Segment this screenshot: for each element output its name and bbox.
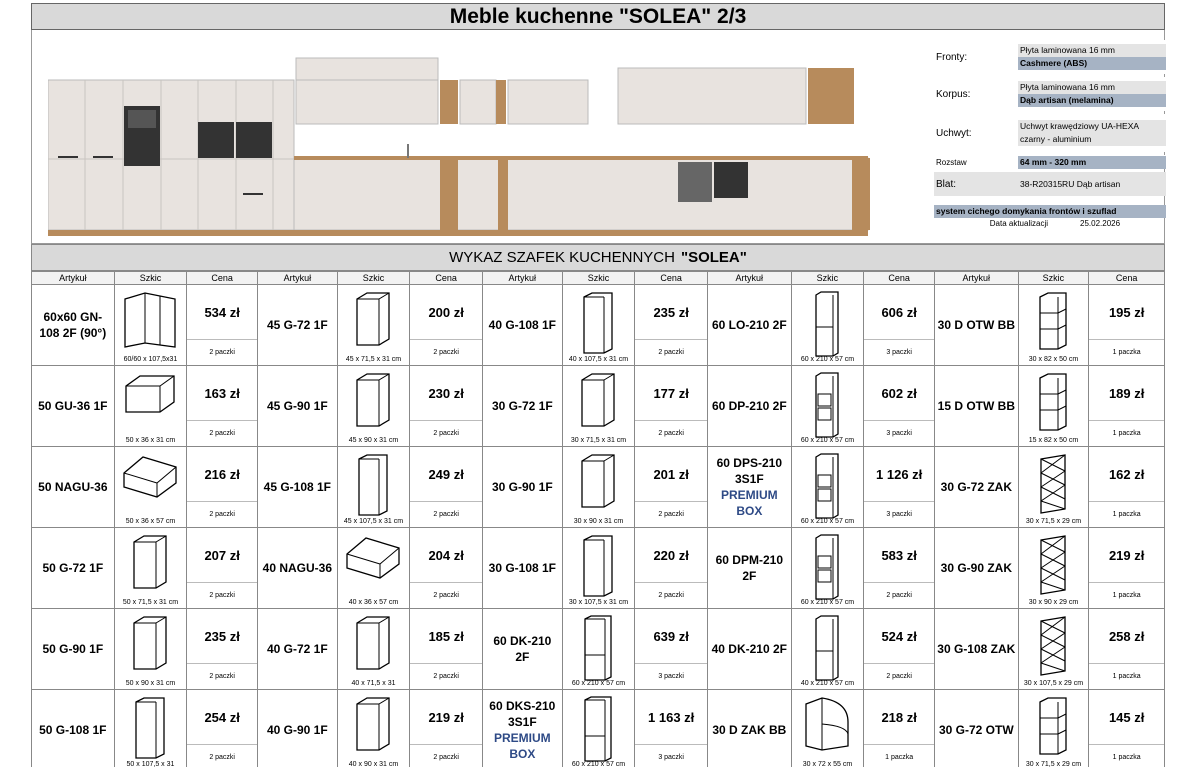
price: 145 zł bbox=[1089, 690, 1164, 745]
wall-cabinet-icon bbox=[130, 528, 170, 595]
price: 235 zł bbox=[187, 609, 257, 664]
price: 258 zł bbox=[1089, 609, 1164, 664]
article-code: 60 DPM-210 2F bbox=[708, 528, 792, 609]
dimensions: 45 x 90 x 31 cm bbox=[348, 437, 399, 444]
fridge-column-icon bbox=[581, 609, 615, 686]
sketch bbox=[563, 609, 636, 690]
price: 177 zł bbox=[635, 366, 707, 421]
spec-note: system cichego domykania frontów i szuflad bbox=[934, 205, 1166, 218]
column-header: Artykuł bbox=[258, 271, 338, 285]
article-code: 30 G-72 ZAK bbox=[935, 447, 1019, 528]
spec-row bbox=[934, 77, 1166, 111]
dimensions: 30 x 71,5 x 31 cm bbox=[570, 437, 627, 444]
price-cell bbox=[1089, 609, 1165, 690]
price: 200 zł bbox=[410, 285, 482, 340]
package-count: 1 paczka bbox=[1112, 349, 1141, 356]
price: 1 163 zł bbox=[635, 690, 707, 745]
article-code: 50 G-72 1F bbox=[31, 528, 115, 609]
column-header: Szkic bbox=[563, 271, 636, 285]
dimensions: 60 x 210 x 57 cm bbox=[800, 356, 855, 363]
spec-label: Blat: bbox=[936, 178, 957, 190]
end-shelf-icon bbox=[1037, 609, 1069, 682]
price-cell bbox=[864, 690, 935, 767]
deep-flap-cabinet-icon bbox=[121, 447, 179, 504]
hero-section bbox=[31, 30, 1165, 244]
dimensions: 40 x 36 x 57 cm bbox=[348, 599, 399, 606]
package-count: 2 paczki bbox=[209, 511, 235, 518]
price-cell bbox=[635, 609, 708, 690]
price-cell bbox=[1089, 366, 1165, 447]
update-date: Data aktualizacji 25.02.2026 bbox=[989, 219, 1121, 228]
dimensions: 40 x 71,5 x 31 bbox=[351, 680, 396, 687]
dimensions: 30 x 90 x 31 cm bbox=[573, 518, 624, 525]
dimensions: 30 x 107,5 x 29 cm bbox=[1023, 680, 1084, 687]
oven-column-icon bbox=[812, 366, 842, 443]
sketch bbox=[338, 447, 411, 528]
package-count: 1 paczka bbox=[1112, 673, 1141, 680]
sketch bbox=[563, 690, 636, 767]
sketch bbox=[792, 690, 865, 767]
sketch bbox=[792, 447, 865, 528]
open-shelf-icon bbox=[1036, 690, 1070, 761]
dimensions: 50 x 107,5 x 31 bbox=[126, 761, 175, 767]
article-code: 30 G-108 1F bbox=[483, 528, 563, 609]
package-count: 1 paczka bbox=[1112, 511, 1141, 518]
sketch bbox=[115, 690, 188, 767]
list-title: WYKAZ SZAFEK KUCHENNYCH "SOLEA" bbox=[31, 244, 1165, 271]
sketch bbox=[115, 609, 188, 690]
package-count: 2 paczki bbox=[209, 592, 235, 599]
price: 216 zł bbox=[187, 447, 257, 502]
dimensions: 60/60 x 107,5x31 bbox=[123, 356, 178, 363]
package-count: 2 paczki bbox=[433, 673, 459, 680]
price-cell bbox=[635, 366, 708, 447]
price: 162 zł bbox=[1089, 447, 1164, 502]
price-cell bbox=[187, 690, 258, 767]
dimensions: 50 x 36 x 31 cm bbox=[125, 437, 176, 444]
wall-cabinet-icon bbox=[578, 447, 618, 514]
dimensions: 15 x 82 x 50 cm bbox=[1028, 437, 1079, 444]
article-code: 50 G-90 1F bbox=[31, 609, 115, 690]
price: 602 zł bbox=[864, 366, 934, 421]
column-header: Szkic bbox=[792, 271, 865, 285]
flap-cabinet-icon bbox=[122, 366, 178, 423]
article-code: 60 DK-210 2F bbox=[483, 609, 563, 690]
oven-column-icon bbox=[812, 528, 842, 605]
article-code: 50 GU-36 1F bbox=[31, 366, 115, 447]
price: 204 zł bbox=[410, 528, 482, 583]
sketch bbox=[792, 528, 865, 609]
sketch bbox=[338, 528, 411, 609]
column-header: Artykuł bbox=[708, 271, 792, 285]
oven-column-icon bbox=[812, 447, 842, 524]
price: 534 zł bbox=[187, 285, 257, 340]
price-cell bbox=[864, 285, 935, 366]
sketch bbox=[1019, 609, 1090, 690]
package-count: 2 paczki bbox=[658, 592, 684, 599]
open-shelf-icon bbox=[1036, 285, 1070, 356]
sketch bbox=[1019, 447, 1090, 528]
article-code: 60 DKS-210 3S1F PREMIUM BOX bbox=[483, 690, 563, 767]
sketch bbox=[563, 285, 636, 366]
sketch bbox=[1019, 528, 1090, 609]
price-cell bbox=[864, 366, 935, 447]
cabinet-grid bbox=[31, 271, 1165, 767]
article-code: 40 NAGU-36 bbox=[258, 528, 338, 609]
spec-value: Uchwyt krawędziowy UA-HEXA bbox=[1018, 120, 1166, 133]
dimensions: 30 x 82 x 50 cm bbox=[1028, 356, 1079, 363]
article-code: 40 G-72 1F bbox=[258, 609, 338, 690]
price-cell bbox=[410, 285, 483, 366]
package-count: 2 paczki bbox=[209, 349, 235, 356]
article-code: 30 D ZAK BB bbox=[708, 690, 792, 767]
dimensions: 30 x 72 x 55 cm bbox=[802, 761, 853, 767]
dimensions: 50 x 71,5 x 31 cm bbox=[122, 599, 179, 606]
dimensions: 30 x 71,5 x 29 cm bbox=[1025, 761, 1082, 767]
open-shelf-icon bbox=[1036, 366, 1070, 437]
price: 163 zł bbox=[187, 366, 257, 421]
package-count: 2 paczki bbox=[209, 673, 235, 680]
price-cell bbox=[410, 609, 483, 690]
article-code: 60 LO-210 2F bbox=[708, 285, 792, 366]
table-row bbox=[31, 366, 1165, 447]
price: 207 zł bbox=[187, 528, 257, 583]
article-code: 60 DPS-210 3S1F PREMIUM BOX bbox=[708, 447, 792, 528]
tall-column-icon bbox=[812, 285, 842, 362]
column-header: Cena bbox=[1089, 271, 1165, 285]
package-count: 2 paczki bbox=[433, 349, 459, 356]
package-count: 2 paczki bbox=[886, 673, 912, 680]
sketch bbox=[1019, 690, 1090, 767]
sketch bbox=[792, 609, 865, 690]
package-count: 3 paczki bbox=[886, 430, 912, 437]
spec-value: 64 mm - 320 mm bbox=[1018, 156, 1166, 169]
wall-cabinet-icon bbox=[353, 690, 393, 757]
spec-value: czarny - aluminium bbox=[1018, 133, 1166, 146]
price: 219 zł bbox=[410, 690, 482, 745]
spec-table bbox=[934, 40, 1166, 229]
sketch bbox=[338, 366, 411, 447]
sketch bbox=[115, 528, 188, 609]
price: 606 zł bbox=[864, 285, 934, 340]
package-count: 2 paczki bbox=[658, 430, 684, 437]
price: 201 zł bbox=[635, 447, 707, 502]
package-count: 2 paczki bbox=[433, 754, 459, 761]
price-cell bbox=[1089, 528, 1165, 609]
table-row bbox=[31, 690, 1165, 767]
package-count: 2 paczki bbox=[209, 430, 235, 437]
column-header: Artykuł bbox=[483, 271, 563, 285]
end-shelf-icon bbox=[1037, 447, 1069, 520]
package-count: 3 paczki bbox=[658, 673, 684, 680]
package-count: 1 paczka bbox=[1112, 592, 1141, 599]
article-code: 30 G-90 ZAK bbox=[935, 528, 1019, 609]
dimensions: 45 x 71,5 x 31 cm bbox=[345, 356, 402, 363]
price-cell bbox=[864, 609, 935, 690]
article-code: 30 G-108 ZAK bbox=[935, 609, 1019, 690]
price-cell bbox=[864, 447, 935, 528]
column-header: Artykuł bbox=[31, 271, 115, 285]
sketch bbox=[338, 285, 411, 366]
dimensions: 40 x 210 x 57 cm bbox=[800, 680, 855, 687]
package-count: 2 paczki bbox=[886, 592, 912, 599]
table-row bbox=[31, 285, 1165, 366]
price-cell bbox=[410, 366, 483, 447]
tall-wall-cabinet-icon bbox=[355, 447, 391, 522]
article-code: 15 D OTW BB bbox=[935, 366, 1019, 447]
sketch bbox=[1019, 285, 1090, 366]
spec-value: Płyta laminowana 16 mm bbox=[1018, 81, 1166, 94]
price: 583 zł bbox=[864, 528, 934, 583]
column-headers bbox=[31, 271, 1165, 285]
sketch bbox=[115, 447, 188, 528]
price-cell bbox=[410, 447, 483, 528]
article-code: 30 G-72 OTW bbox=[935, 690, 1019, 767]
column-header: Szkic bbox=[115, 271, 188, 285]
spec-value: 38-R20315RU Dąb artisan bbox=[1018, 178, 1166, 191]
spec-row bbox=[934, 114, 1166, 152]
column-header: Szkic bbox=[1019, 271, 1090, 285]
dimensions: 30 x 71,5 x 29 cm bbox=[1025, 518, 1082, 525]
package-count: 3 paczki bbox=[886, 511, 912, 518]
article-code: 50 NAGU-36 bbox=[31, 447, 115, 528]
dimensions: 45 x 107,5 x 31 cm bbox=[343, 518, 404, 525]
sketch bbox=[1019, 366, 1090, 447]
package-count: 1 paczka bbox=[1112, 430, 1141, 437]
price: 639 zł bbox=[635, 609, 707, 664]
column-header: Artykuł bbox=[935, 271, 1019, 285]
price-cell bbox=[187, 528, 258, 609]
tall-wall-cabinet-icon bbox=[580, 285, 616, 360]
package-count: 2 paczki bbox=[433, 592, 459, 599]
article-code: 30 D OTW BB bbox=[935, 285, 1019, 366]
price-cell bbox=[187, 447, 258, 528]
package-count: 2 paczki bbox=[433, 430, 459, 437]
package-count: 1 paczka bbox=[1112, 754, 1141, 761]
tall-wall-cabinet-icon bbox=[132, 690, 168, 765]
package-count: 3 paczki bbox=[886, 349, 912, 356]
article-code: 60x60 GN-108 2F (90°) bbox=[31, 285, 115, 366]
spec-value: Cashmere (ABS) bbox=[1018, 57, 1166, 70]
wall-cabinet-icon bbox=[353, 609, 393, 676]
price-cell bbox=[635, 447, 708, 528]
column-header: Cena bbox=[187, 271, 258, 285]
column-header: Cena bbox=[635, 271, 708, 285]
spec-value: Płyta laminowana 16 mm bbox=[1018, 44, 1166, 57]
spec-label: Korpus: bbox=[936, 88, 971, 100]
spec-row bbox=[934, 155, 1166, 169]
price: 219 zł bbox=[1089, 528, 1164, 583]
wall-cabinet-icon bbox=[578, 366, 618, 433]
dimensions: 50 x 90 x 31 cm bbox=[125, 680, 176, 687]
price: 220 zł bbox=[635, 528, 707, 583]
dimensions: 60 x 210 x 57 cm bbox=[800, 437, 855, 444]
price-cell bbox=[635, 285, 708, 366]
spec-value: Dąb artisan (melamina) bbox=[1018, 94, 1166, 107]
spec-row bbox=[934, 40, 1166, 74]
column-header: Cena bbox=[864, 271, 935, 285]
price: 1 126 zł bbox=[864, 447, 934, 502]
article-code: 45 G-90 1F bbox=[258, 366, 338, 447]
sketch bbox=[338, 609, 411, 690]
rounded-end-cabinet-icon bbox=[802, 690, 852, 757]
dimensions: 50 x 36 x 57 cm bbox=[125, 518, 176, 525]
dimensions: 60 x 210 x 57 cm bbox=[800, 518, 855, 525]
price-cell bbox=[864, 528, 935, 609]
column-header: Cena bbox=[410, 271, 483, 285]
package-count: 2 paczki bbox=[433, 511, 459, 518]
price: 230 zł bbox=[410, 366, 482, 421]
sketch bbox=[115, 285, 188, 366]
price-cell bbox=[187, 609, 258, 690]
article-code: 40 DK-210 2F bbox=[708, 609, 792, 690]
price-cell bbox=[635, 528, 708, 609]
dimensions: 60 x 210 x 57 cm bbox=[800, 599, 855, 606]
table-row bbox=[31, 528, 1165, 609]
price: 195 zł bbox=[1089, 285, 1164, 340]
sketch bbox=[563, 528, 636, 609]
cabinet-rows bbox=[31, 285, 1165, 767]
price: 189 zł bbox=[1089, 366, 1164, 421]
article-code: 60 DP-210 2F bbox=[708, 366, 792, 447]
spec-row bbox=[934, 172, 1166, 196]
package-count: 1 paczka bbox=[885, 754, 914, 761]
premium-box-label: PREMIUM BOX bbox=[493, 731, 551, 761]
price-cell bbox=[1089, 285, 1165, 366]
page-title: Meble kuchenne "SOLEA" 2/3 bbox=[31, 3, 1165, 30]
price: 218 zł bbox=[864, 690, 934, 745]
spec-label: Rozstaw bbox=[936, 157, 967, 167]
article-code: 50 G-108 1F bbox=[31, 690, 115, 767]
sketch bbox=[338, 690, 411, 767]
kitchen-illustration bbox=[48, 54, 878, 239]
price-cell bbox=[1089, 447, 1165, 528]
dimensions: 30 x 107,5 x 31 cm bbox=[568, 599, 629, 606]
tall-wall-cabinet-icon bbox=[580, 528, 616, 603]
article-code: 40 G-90 1F bbox=[258, 690, 338, 767]
dimensions: 60 x 210 x 57 cm bbox=[571, 761, 626, 767]
spec-label: Uchwyt: bbox=[936, 127, 972, 139]
column-header: Szkic bbox=[338, 271, 411, 285]
end-shelf-icon bbox=[1037, 528, 1069, 601]
dimensions: 40 x 107,5 x 31 cm bbox=[568, 356, 629, 363]
price: 254 zł bbox=[187, 690, 257, 745]
sketch bbox=[115, 366, 188, 447]
dimensions: 60 x 210 x 57 cm bbox=[571, 680, 626, 687]
price-cell bbox=[187, 366, 258, 447]
price-cell bbox=[1089, 690, 1165, 767]
package-count: 2 paczki bbox=[658, 349, 684, 356]
tall-column-icon bbox=[812, 609, 842, 686]
premium-box-label: PREMIUM BOX bbox=[720, 488, 778, 518]
wall-cabinet-icon bbox=[353, 366, 393, 433]
price-cell bbox=[410, 690, 483, 767]
price: 249 zł bbox=[410, 447, 482, 502]
deep-flap-cabinet-icon bbox=[344, 528, 402, 585]
wall-cabinet-icon bbox=[130, 609, 170, 676]
fridge-column-icon bbox=[581, 690, 615, 767]
article-code: 45 G-108 1F bbox=[258, 447, 338, 528]
sketch bbox=[563, 447, 636, 528]
price: 524 zł bbox=[864, 609, 934, 664]
table-row bbox=[31, 447, 1165, 528]
price-cell bbox=[410, 528, 483, 609]
wall-cabinet-icon bbox=[353, 285, 393, 352]
dimensions: 40 x 90 x 31 cm bbox=[348, 761, 399, 767]
article-code: 30 G-72 1F bbox=[483, 366, 563, 447]
price-cell bbox=[187, 285, 258, 366]
article-code: 45 G-72 1F bbox=[258, 285, 338, 366]
dimensions: 30 x 90 x 29 cm bbox=[1028, 599, 1079, 606]
article-code: 40 G-108 1F bbox=[483, 285, 563, 366]
sketch bbox=[792, 285, 865, 366]
package-count: 2 paczki bbox=[658, 511, 684, 518]
price-cell bbox=[635, 690, 708, 767]
package-count: 2 paczki bbox=[209, 754, 235, 761]
spec-label: Fronty: bbox=[936, 51, 968, 63]
table-row bbox=[31, 609, 1165, 690]
package-count: 3 paczki bbox=[658, 754, 684, 761]
sketch bbox=[792, 366, 865, 447]
price: 235 zł bbox=[635, 285, 707, 340]
price: 185 zł bbox=[410, 609, 482, 664]
sketch bbox=[563, 366, 636, 447]
article-code: 30 G-90 1F bbox=[483, 447, 563, 528]
corner-cabinet-icon bbox=[120, 285, 180, 356]
